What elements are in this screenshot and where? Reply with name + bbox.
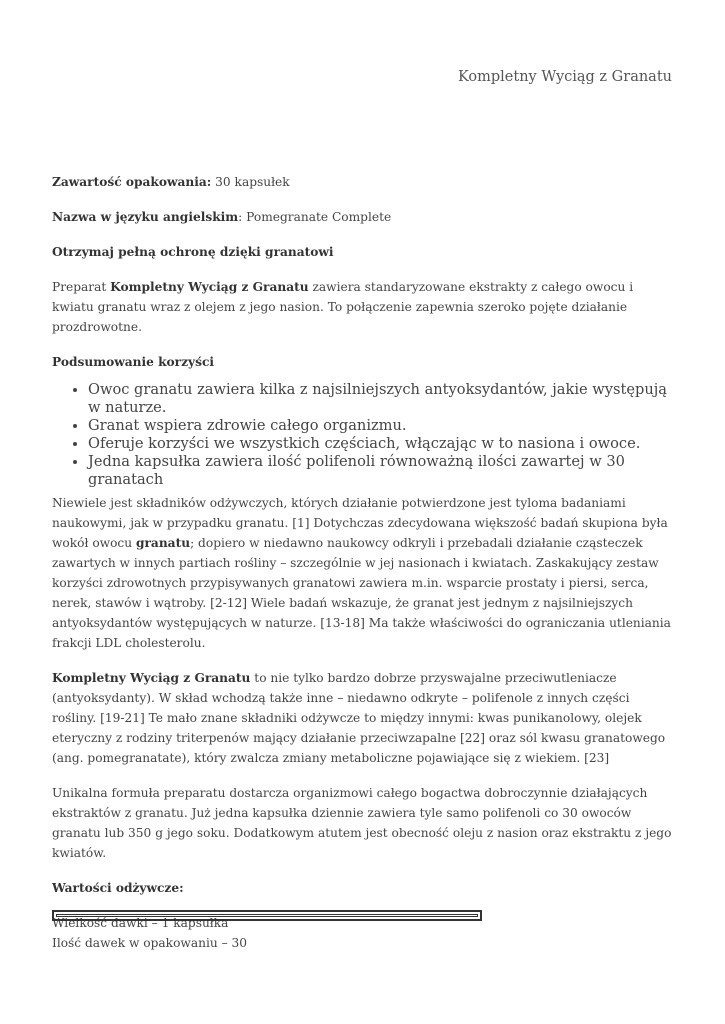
research-text-a: Niewiele jest składników odżywczych, których działanie potwierdzone jest tyloma badaniami naukowymi, jak w przypadku granatu. [1] Dotychczas zdecydowana większość badań skupiona była wokół owocu — [52, 496, 668, 550]
antioxidants-product-name: Kompletny Wyciąg z Granatu — [52, 671, 251, 685]
package-value: 30 kapsułek — [211, 175, 290, 189]
benefit-item: • Granat wspiera zdrowie całego organizmu. — [88, 417, 677, 435]
antioxidants-text: to nie tylko bardzo dobrze przyswajalne przeciwutleniacze (antyoksydanty). W skład wchodzą także inne – niedawno odkryte – polifenole z innych części rośliny. [19-21] Te mało znane składniki odżywcze to między innymi: kwas punikanolowy, olejek eteryczny z rodziny triterpenów mający działanie przeciwzapalne [22] oraz sól kwasu granatowego (ang. pomegranatate), który zwalcza zmiany metaboliczne pojawiające się z wiekiem. [23] — [52, 671, 666, 765]
formula-paragraph: Unikalna formuła preparatu dostarcza organizmowi całego bogactwa dobroczynnie działających ekstraktów z granatu. Już jedna kapsułka dziennie zawiera tyle samo polifenoli co 30 owoców granatu lub 350 g jego soku. Dodatkowym atutem jest obecność oleju z nasion oraz ekstraktu z jego kwiatów. — [52, 786, 672, 860]
intro-prefix: Preparat — [52, 280, 111, 294]
protection-heading-text: Otrzymaj pełną ochronę dzięki granatowi — [52, 245, 334, 259]
nutrition-heading-text: Wartości odżywcze: — [52, 881, 184, 895]
benefits-heading-text: Podsumowanie korzyści — [52, 355, 215, 369]
package-label: Zawartość opakowania: — [52, 175, 212, 189]
page-header-title: Kompletny Wyciąg z Granatu — [457, 69, 672, 85]
research-paragraph — [52, 493, 677, 653]
nutrition-table-frame — [52, 910, 482, 921]
protection-heading — [52, 242, 677, 262]
package-contents — [52, 172, 677, 192]
antioxidants-paragraph — [52, 668, 677, 768]
english-name-value: : Pomegranate Complete — [238, 210, 392, 224]
dose-count: Ilość dawek w opakowaniu – 30 — [52, 936, 248, 950]
nutrition-heading — [52, 878, 677, 898]
research-text-b: ; dopiero w niedawno naukowcy odkryli i przebadali działanie cząsteczek zawartych w innych partiach rośliny – szczególnie w jej nasionach i kwiatach. Zaskakujący zestaw korzyści zdrowotnych przypisywanych granatowi zawiera m.in. wsparcie prostaty i piersi, serca, nerek, stawów i wątroby. [2-12] Wiele badań wskazuje, że granat jest jednym z najsilniejszych antyoksydantów występujących w naturze. [13-18] Ma także właściwości do ograniczania utleniania frakcji LDL cholesterolu. — [52, 536, 671, 650]
dose-size: Wielkość dawki – 1 kapsułka — [52, 916, 229, 930]
intro-paragraph — [52, 277, 677, 337]
english-name — [52, 207, 677, 227]
benefit-item: • Owoc granatu zawiera kilka z najsilniejszych antyoksydantów, jakie występują w naturze. — [88, 381, 677, 417]
research-bold: granatu — [135, 536, 191, 550]
benefit-item: • Jedna kapsułka zawiera ilość polifenoli równoważną ilości zawartej w 30 granatach — [88, 453, 677, 489]
article-content — [52, 172, 677, 953]
intro-text: zawiera standaryzowane ekstrakty z całego owocu i kwiatu granatu wraz z olejem z jego nasion. To połączenie zapewnia szeroko pojęte działanie prozdrowotne. — [52, 280, 634, 334]
intro-product-name: Kompletny Wyciąg z Granatu — [110, 280, 309, 294]
english-name-label: Nazwa w języku angielskim — [52, 210, 239, 224]
nutrition-table-inner — [56, 914, 478, 917]
benefits-heading — [52, 352, 677, 372]
benefits-list — [52, 381, 677, 489]
benefit-item: • Oferuje korzyści we wszystkich częściach, włączając w to nasiona i owoce. — [88, 435, 677, 453]
